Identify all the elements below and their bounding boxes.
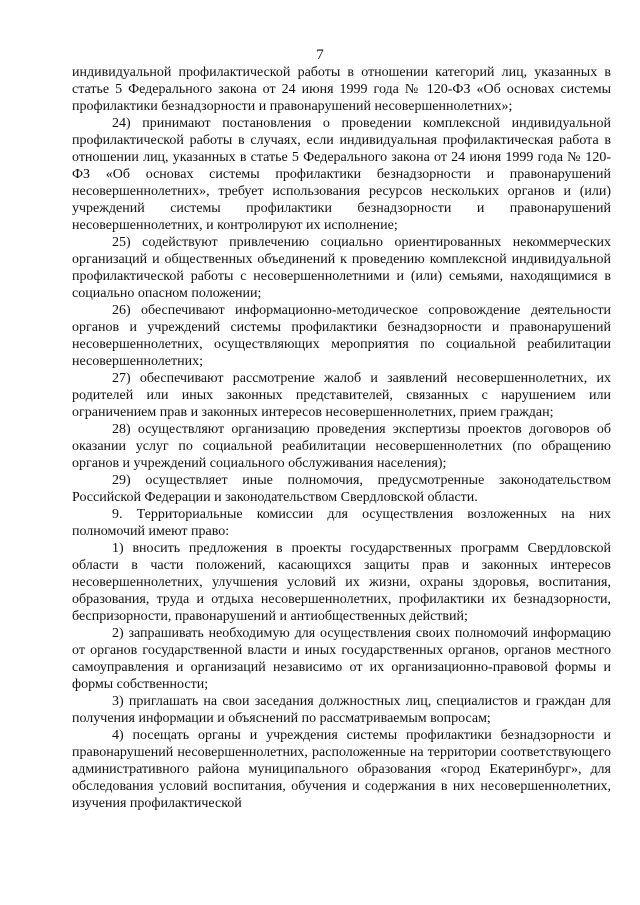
paragraph: индивидуальной профилактической работы в отношении категорий лиц, указанных в статье 5 Федерального закона от 24 июня 1999 года № 120-ФЗ «Об основах системы профилактики безнадзорности и правонарушений несовершеннолетних»; (72, 65, 611, 114)
paragraph: 2) запрашивать необходимую для осуществления своих полномочий информацию от органов государственной власти и иных государственных органов, органов местного самоуправления и организаций независимо от их организационно-правовой формы и формы собственности; (72, 626, 611, 692)
paragraph: 3) приглашать на свои заседания должностных лиц, специалистов и граждан для получения информации и объяснений по рассматриваемым вопросам; (72, 694, 611, 726)
paragraph: 27) обеспечивают рассмотрение жалоб и заявлений несовершеннолетних, их родителей или иных законных представителей, связанных с нарушением или ограничением прав и законных интересов несовершеннолетних, прием граждан; (72, 371, 611, 420)
paragraph: 1) вносить предложения в проекты государственных программ Свердловской области в части положений, касающихся защиты прав и законных интересов несовершеннолетних, улучшения условий их жизни, охраны здоровья, воспитания, образования, труда и отдыха несовершеннолетних, профилактики их безнадзорности, беспризорности, правонарушений и антиобщественных действий; (72, 541, 611, 624)
paragraph: 26) обеспечивают информационно-методическое сопровождение деятельности органов и учреждений системы профилактики безнадзорности и правонарушений несовершеннолетних, осуществляющих мероприятия по социальной реабилитации несовершеннолетних; (72, 303, 611, 369)
page-number: 7 (316, 47, 324, 63)
paragraph: 28) осуществляют организацию проведения экспертизы проектов договоров об оказании услуг по социальной реабилитации несовершеннолетних (по обращению органов и учреждений социального обслуживания населения); (72, 422, 611, 471)
paragraph: 25) содействуют привлечению социально ориентированных некоммерческих организаций и общественных объединений к проведению комплексной индивидуальной профилактической работы с несовершеннолетними и (или) семьями, находящимися в социально опасном положении; (72, 235, 611, 301)
paragraph: 4) посещать органы и учреждения системы профилактики безнадзорности и правонарушений несовершеннолетних, расположенные на территории соответствующего административного района муниципального образования «город Екатеринбург», для обследования условий воспитания, обучения и содержания в них несовершеннолетних, изучения профилактической (72, 728, 611, 811)
paragraph: 29) осуществляет иные полномочия, предусмотренные законодательством Российской Федерации и законодательством Свердловской области. (72, 473, 611, 505)
paragraph: 9. Территориальные комиссии для осуществления возложенных на них полномочий имеют право: (72, 507, 611, 539)
document-body (72, 64, 611, 812)
paragraph: 24) принимают постановления о проведении комплексной индивидуальной профилактической работы в случаях, если индивидуальная профилактическая работа в отношении лиц, указанных в статье 5 Федерального закона от 24 июня 1999 года № 120-ФЗ «Об основах системы профилактики безнадзорности и правонарушений несовершеннолетних», требует использования ресурсов нескольких органов и (или) учреждений системы профилактики безнадзорности и правонарушений несовершеннолетних, и контролируют их исполнение; (72, 116, 611, 233)
